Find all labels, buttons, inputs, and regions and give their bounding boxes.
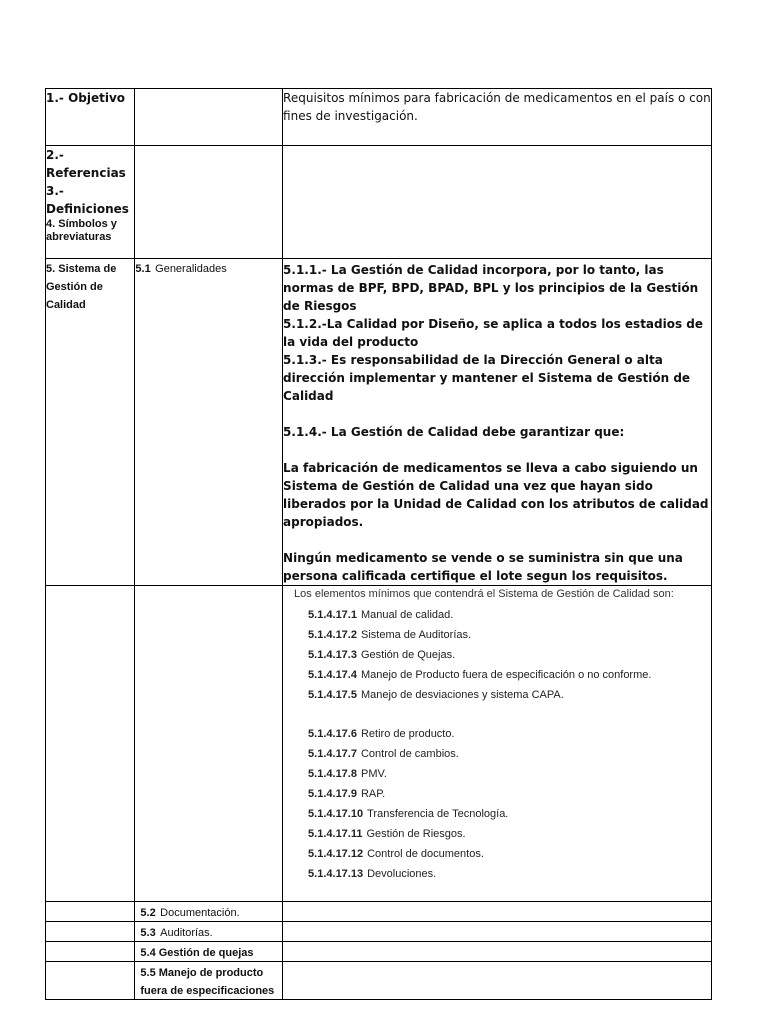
manejo-producto-cell bbox=[135, 962, 283, 1000]
item-text: Control de documentos. bbox=[367, 848, 484, 860]
item-text: Transferencia de Tecnología. bbox=[367, 808, 509, 820]
item-text: Manual de calidad. bbox=[360, 609, 454, 621]
empty-cell bbox=[283, 942, 712, 962]
item-number: 5.1.4.17.9 bbox=[308, 788, 357, 800]
empty-cell bbox=[283, 146, 712, 259]
item-number: 5.1.4.17.11 bbox=[308, 828, 363, 840]
paragraph-5-1-2: 5.1.2.-La Calidad por Diseño, se aplica a todos los estadios de la vida del producto bbox=[283, 317, 704, 349]
item-text: Control de cambios. bbox=[360, 748, 459, 760]
generalidades-num: 5.1 bbox=[135, 263, 151, 275]
objetivo-heading-cell bbox=[46, 89, 135, 146]
list-item bbox=[308, 828, 711, 841]
gestion-quejas-cell bbox=[135, 942, 283, 962]
row-elementos-minimos bbox=[46, 586, 712, 902]
generalidades-cell bbox=[135, 259, 283, 586]
item-number: 5.1.4.17.5 bbox=[308, 689, 357, 701]
empty-cell bbox=[46, 586, 135, 902]
item-text: Sistema de Auditorías. bbox=[360, 629, 472, 641]
paragraph-ningun-medicamento: Ningún medicamento se vende o se suministra sin que una persona calificada certifique el lote segun los requisitos. bbox=[283, 551, 683, 583]
item-number: 5.1.4.17.8 bbox=[308, 768, 357, 780]
list-item bbox=[308, 669, 711, 682]
item-number: 5.1.4.17.10 bbox=[308, 808, 364, 820]
list-item bbox=[308, 748, 711, 761]
row-objetivo bbox=[46, 89, 712, 146]
row-documentacion bbox=[46, 902, 712, 922]
list-item bbox=[308, 868, 711, 881]
sistema-heading: 5. Sistema de Gestión de Calidad bbox=[46, 263, 117, 311]
list-item bbox=[308, 649, 711, 662]
elementos-list bbox=[283, 609, 711, 881]
item-text: Gestión de Riesgos. bbox=[366, 828, 466, 840]
list-item bbox=[308, 848, 711, 861]
item-number: 5.1.4.17.12 bbox=[308, 848, 364, 860]
auditorias-num: 5.3 bbox=[140, 927, 156, 939]
item-number: 5.1.4.17.13 bbox=[308, 868, 364, 880]
empty-cell bbox=[135, 89, 283, 146]
item-text: Retiro de producto. bbox=[360, 728, 455, 740]
elementos-intro: Los elementos mínimos que contendrá el Sistema de Gestión de Calidad son: bbox=[294, 588, 674, 600]
row-referencias bbox=[46, 146, 712, 259]
empty-cell bbox=[46, 962, 135, 1000]
item-text: RAP. bbox=[360, 788, 386, 800]
item-text: PMV. bbox=[360, 768, 387, 780]
item-text: Gestión de Quejas. bbox=[360, 649, 456, 661]
item-text: Manejo de Producto fuera de especificación o no conforme. bbox=[360, 669, 652, 681]
item-number: 5.1.4.17.3 bbox=[308, 649, 357, 661]
item-number: 5.1.4.17.4 bbox=[308, 669, 357, 681]
item-number: 5.1.4.17.7 bbox=[308, 748, 357, 760]
empty-cell bbox=[46, 922, 135, 942]
item-number: 5.1.4.17.1 bbox=[308, 609, 357, 621]
empty-cell bbox=[135, 586, 283, 902]
simbolos-heading: 4. Símbolos y abreviaturas bbox=[46, 218, 117, 243]
referencias-heading: 2.- Referencias bbox=[46, 148, 126, 180]
objetivo-heading: 1.- Objetivo bbox=[46, 91, 126, 105]
list-item bbox=[308, 788, 711, 801]
gestion-quejas-label: 5.4 Gestión de quejas bbox=[140, 947, 254, 959]
objetivo-text-cell bbox=[283, 89, 712, 146]
list-item bbox=[308, 689, 711, 702]
row-auditorias bbox=[46, 922, 712, 942]
empty-cell bbox=[135, 146, 283, 259]
empty-cell bbox=[283, 902, 712, 922]
paragraph-5-1-3: 5.1.3.- Es responsabilidad de la Dirección General o alta dirección implementar y mantener el Sistema de Gestión de Calidad bbox=[283, 353, 691, 403]
paragraph-5-1-1: 5.1.1.- La Gestión de Calidad incorpora, por lo tanto, las normas de BPF, BPD, BPAD, BPL y los principios de la Gestión de Riesgos bbox=[283, 263, 699, 313]
documentacion-label: Documentación. bbox=[160, 907, 240, 919]
item-text: Manejo de desviaciones y sistema CAPA. bbox=[360, 689, 564, 701]
document-table bbox=[45, 88, 712, 1000]
manejo-producto-label: 5.5 Manejo de producto fuera de especificaciones bbox=[140, 967, 275, 997]
sistema-heading-cell bbox=[46, 259, 135, 586]
generalidades-text-cell bbox=[283, 259, 712, 586]
list-item bbox=[308, 609, 711, 622]
paragraph-5-1-4: 5.1.4.- La Gestión de Calidad debe garantizar que: bbox=[283, 425, 625, 439]
empty-cell bbox=[283, 922, 712, 942]
documentacion-num: 5.2 bbox=[140, 907, 156, 919]
empty-cell bbox=[46, 902, 135, 922]
list-item bbox=[308, 768, 711, 781]
list-item bbox=[308, 728, 711, 741]
row-manejo-producto bbox=[46, 962, 712, 1000]
auditorias-cell bbox=[135, 922, 283, 942]
row-sistema-gestion bbox=[46, 259, 712, 586]
referencias-cell bbox=[46, 146, 135, 259]
list-item bbox=[308, 808, 711, 821]
auditorias-label: Auditorías. bbox=[160, 927, 213, 939]
empty-cell bbox=[283, 962, 712, 1000]
definiciones-heading: 3.- Definiciones bbox=[46, 184, 129, 216]
elementos-cell bbox=[283, 586, 712, 902]
item-text: Devoluciones. bbox=[367, 868, 437, 880]
item-number: 5.1.4.17.2 bbox=[308, 629, 357, 641]
objetivo-text: Requisitos mínimos para fabricación de medicamentos en el país o con fines de investigación. bbox=[283, 91, 711, 123]
item-number: 5.1.4.17.6 bbox=[308, 728, 357, 740]
generalidades-label: Generalidades bbox=[155, 263, 227, 275]
paragraph-fabricacion: La fabricación de medicamentos se lleva a cabo siguiendo un Sistema de Gestión de Calidad una vez que hayan sido liberados por la Unidad de Calidad con los atributos de calidad apropiados. bbox=[283, 461, 709, 529]
empty-cell bbox=[46, 942, 135, 962]
list-item bbox=[308, 629, 711, 642]
row-gestion-quejas bbox=[46, 942, 712, 962]
documentacion-cell bbox=[135, 902, 283, 922]
